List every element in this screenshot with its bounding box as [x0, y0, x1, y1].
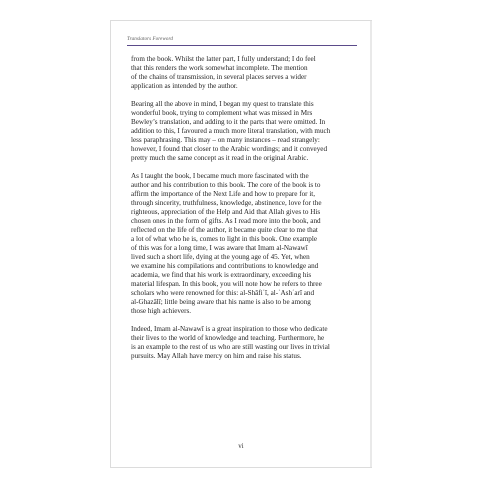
text-line: reflected on the life of the author, it became quite clear to me that [131, 225, 318, 234]
text-line: lived such a short life, dying at the young age of 45. Yet, when [131, 252, 310, 261]
text-line: a lot of what who he is, comes to light in this book. One example [131, 234, 318, 243]
page-number: vi [238, 442, 244, 450]
text-line: author and his contribution to this book. The core of the book is to [131, 180, 321, 189]
text-line: pretty much the same concept as it read in the original Arabic. [131, 153, 309, 162]
text-line: is an example to the rest of us who are still wasting our lives in trivial [131, 342, 330, 351]
paragraph-1 [131, 55, 357, 91]
paragraph-3 [131, 172, 357, 317]
text-line: that this renders the work somewhat incomplete. The mention [131, 64, 308, 73]
book-page [110, 20, 372, 468]
text-line: pursuits. May Allah have mercy on him and raise his status. [131, 351, 302, 360]
text-line: Indeed, Imam al-Nawawī is a great inspiration to those who dedicate [131, 324, 328, 333]
text-line: addition to this, I favoured a much more literal translation, with much [131, 126, 331, 135]
text-line: those high achievers. [131, 307, 192, 316]
text-line: their lives to the world of knowledge and teaching. Furthermore, he [131, 333, 325, 342]
text-line: however, I found that closer to the Arabic wordings; and it conveyed [131, 144, 328, 153]
text-line: scholars who were renowned for this: al-Shāfiʿī, al-ʾAshʿarī and [131, 289, 315, 298]
body-text [131, 55, 357, 369]
text-line: Bewley’s translation, and adding to it the parts that were omitted. In [131, 117, 326, 126]
text-line: As I taught the book, I became much more fascinated with the [131, 171, 309, 180]
text-line: less paraphrasing. This may – on many instances – read strangely: [131, 135, 320, 144]
text-line: we examine his compilations and contributions to knowledge and [131, 261, 319, 270]
header-rule [127, 45, 357, 46]
text-line: of this was for a long time, I was aware that Imam al-Nawawī [131, 243, 308, 252]
text-line: chosen ones in the form of gifts. As I read more into the book, and [131, 216, 321, 225]
text-line: affirm the importance of the Next Life and how to prepare for it, [131, 189, 316, 198]
text-line: al-Ghazālī; little being aware that his name is also to be among [131, 298, 311, 307]
text-line: righteous, appreciation of the Help and Aid that Allah gives to His [131, 207, 321, 216]
text-line: of the chains of transmission, in several places serves a wider [131, 73, 307, 82]
text-line: from the book. Whilst the latter part, I fully understand; I do feel [131, 55, 316, 63]
running-head: Translators Foreword [127, 37, 173, 42]
text-line: through sincerity, truthfulness, knowledge, abstinence, love for the [131, 198, 322, 207]
paragraph-2 [131, 100, 357, 163]
text-line: academia, we find that his work is extraordinary, exceeding his [131, 271, 312, 280]
text-line: material lifespan. In this book, you will note how he refers to three [131, 280, 322, 289]
text-line: Bearing all the above in mind, I began my quest to translate this [131, 99, 314, 108]
page-edge [370, 21, 372, 467]
text-line: wonderful book, trying to complement what was missed in Mrs [131, 108, 313, 117]
paragraph-4 [131, 325, 357, 361]
text-line: application as intended by the author. [131, 82, 238, 91]
